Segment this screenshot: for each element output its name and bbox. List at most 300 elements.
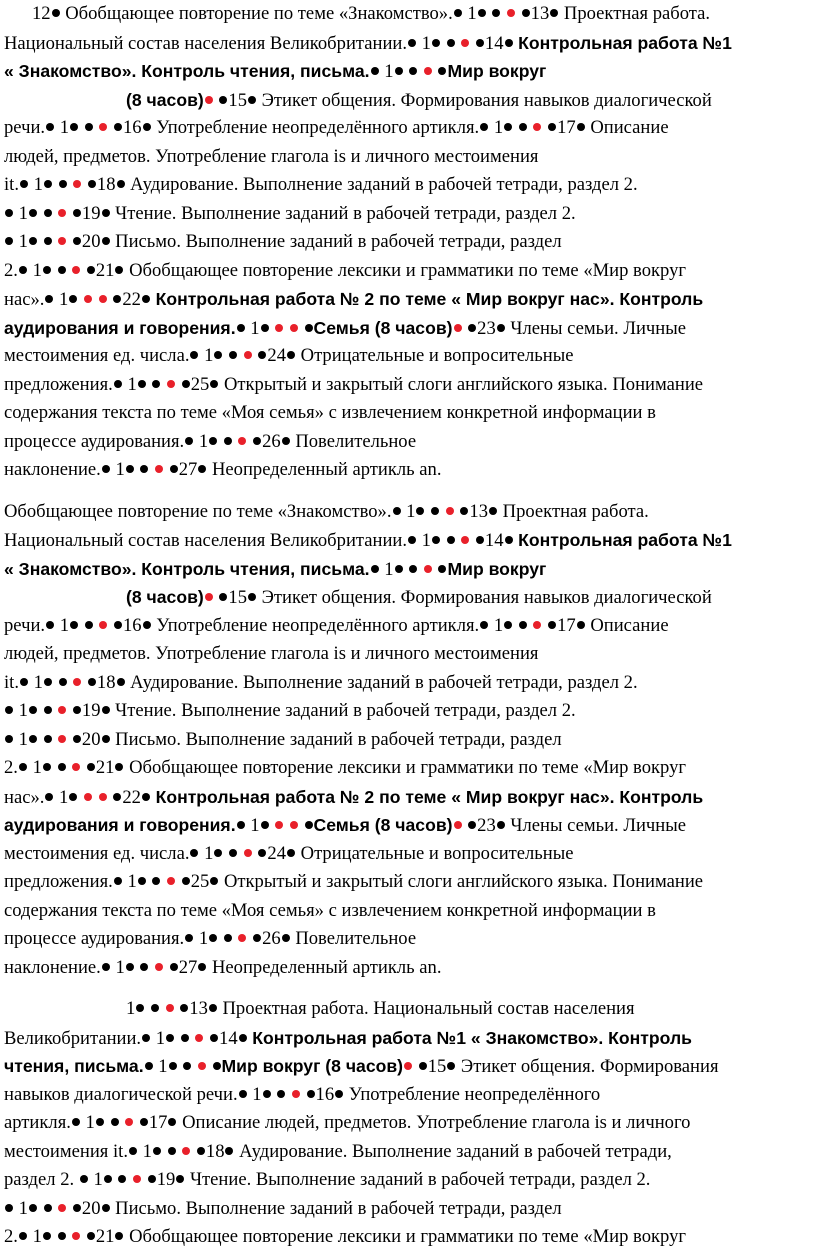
text-run: навыков диалогической речи. [4,1083,238,1105]
text-run [441,33,446,54]
text-run: 25 [190,373,210,395]
text-run [425,501,430,522]
text-block [4,0,810,485]
text-run: людей, предметов. Употребление глагола is и личного местоимения [4,145,539,167]
bullet-dot-icon [114,621,122,629]
bullet-dot-icon [140,1118,148,1126]
bullet-dot-icon [148,1175,156,1183]
text-run: 1 [14,231,28,252]
bullet-dot-icon [447,1062,455,1070]
bullet-dot-icon [44,735,52,743]
text-run: 1 [88,1169,103,1190]
text-run [53,729,58,750]
text-run [127,1169,132,1190]
text-run [418,61,423,82]
bullet-dot-icon [180,1004,188,1012]
bullet-dot-icon [20,678,28,686]
text-run [113,1169,118,1190]
bullet-dot-icon [114,123,122,131]
text-run [413,1056,418,1077]
text-line [4,1166,810,1195]
red-bullet-dot-icon [244,849,252,857]
text-run [270,318,275,339]
text-run: Аудирование. Выполнение заданий в рабочей тетради, раздел 2. [125,174,638,195]
text-line [4,29,810,58]
bold-text-run: аудирования и говорения. [4,815,236,835]
bullet-dot-icon [117,678,125,686]
bullet-dot-icon [102,735,110,743]
bullet-dot-icon [253,437,261,445]
text-run: 1 [27,757,42,778]
red-bullet-dot-icon [167,877,175,885]
bullet-dot-icon [504,621,512,629]
text-run [81,757,86,778]
text-run [404,61,409,82]
text-run [223,345,228,366]
text-run: 12 [32,3,51,24]
text-line [4,228,810,257]
bullet-dot-icon [29,1204,37,1212]
bullet-dot-icon [59,180,67,188]
bullet-dot-icon [504,123,512,131]
text-run [53,672,58,693]
text-run [233,928,238,949]
text-run: 1 [80,1112,95,1133]
text-run: Великобритании. [4,1027,142,1049]
text-run [78,289,83,310]
text-run: 1 [379,558,394,580]
red-bullet-dot-icon [58,237,66,245]
bullet-dot-icon [102,237,110,245]
bullet-dot-icon [73,209,81,217]
bullet-dot-icon [115,1232,123,1240]
text-line [4,342,810,371]
bullet-dot-icon [505,39,513,47]
text-run: 1 [247,1083,262,1105]
text-run: Описание [585,117,669,138]
bold-text-run: (8 часов) [126,89,204,110]
text-run [218,928,223,949]
text-run [299,318,304,339]
text-run [67,260,72,281]
bullet-dot-icon [169,1062,177,1070]
bullet-dot-icon [460,507,468,515]
text-run [233,431,238,452]
text-run: артикля. [4,1112,71,1133]
text-run: 1 [14,202,28,224]
bullet-dot-icon [497,324,505,332]
red-bullet-dot-icon [454,324,462,332]
bold-text-run: Контрольная работа №1 [518,530,732,550]
text-run: 1 [28,174,43,195]
text-run: 17 [557,614,576,636]
text-run: предложения. [4,373,113,395]
text-run [38,700,43,721]
text-line [4,371,810,400]
bullet-dot-icon [19,763,27,771]
bullet-dot-icon [210,1034,218,1042]
bullet-dot-icon [142,295,150,303]
bullet-dot-icon [277,1090,285,1098]
text-run: 1 [417,32,431,54]
text-run: местоимения ед. числа. [4,842,190,864]
text-run: Национальный состав населения Великобритании. [4,530,407,551]
bold-text-run: аудирования и говорения. [4,317,236,338]
bullet-dot-icon [69,793,77,801]
bullet-dot-icon [253,934,261,942]
bullet-dot-icon [210,877,218,885]
text-run: 1 [14,1197,28,1219]
red-bullet-dot-icon [461,536,469,544]
bullet-dot-icon [88,678,96,686]
text-run [247,928,252,949]
text-run: 1 [194,430,209,452]
text-run: 19 [81,700,101,721]
bullet-dot-icon [44,1204,52,1212]
red-bullet-dot-icon [195,1034,203,1042]
text-run: раздел 2. [4,1169,79,1190]
text-run [433,559,438,580]
text-line [4,257,810,286]
bullet-dot-icon [140,465,148,473]
text-run [418,559,423,580]
paragraph-spacer [4,485,810,498]
text-run [38,203,43,224]
text-line [4,669,810,698]
text-run: 19 [156,1169,176,1190]
text-run [284,815,289,836]
text-run [175,998,180,1019]
text-run [301,1084,306,1105]
text-run: речи. [4,614,46,636]
bullet-dot-icon [43,266,51,274]
text-run: 1 [379,61,394,82]
text-run: Проектная работа. [498,500,649,522]
bullet-dot-icon [219,593,227,601]
text-run [135,459,140,480]
red-bullet-dot-icon [182,1147,190,1155]
text-run: местоимения it. [4,1140,128,1162]
text-run [272,1084,277,1105]
bullet-dot-icon [550,9,558,17]
bullet-dot-icon [70,123,78,131]
text-line [4,1138,810,1167]
bullet-dot-icon [102,706,110,714]
bold-text-run: Контрольная работа №1 [518,32,732,53]
red-bullet-dot-icon [133,1175,141,1183]
text-run [192,1056,197,1077]
text-line [4,583,810,612]
bullet-dot-icon [96,1118,104,1126]
red-bullet-dot-icon [424,565,432,573]
bullet-dot-icon [70,621,78,629]
bullet-dot-icon [305,324,313,332]
text-run: предложения. [4,871,113,892]
text-run: 1 [110,956,125,978]
text-run [218,431,223,452]
text-line [4,783,810,812]
bullet-dot-icon [153,1147,161,1155]
text-run: 1 [153,1056,168,1077]
text-run: 1 [417,530,431,551]
bullet-dot-icon [29,706,37,714]
text-run: людей, предметов. Употребление глагола is и личного местоимения [4,643,539,664]
text-run: Чтение. Выполнение заданий в рабочей тетради, раздел 2. [110,700,576,721]
text-run: 1 [110,459,125,480]
bullet-dot-icon [213,1062,221,1070]
text-run [108,289,113,310]
bullet-dot-icon [287,351,295,359]
text-run: 1 [245,317,260,339]
text-run [120,1112,125,1133]
bullet-dot-icon [87,763,95,771]
text-run: Описание [585,614,669,636]
bullet-dot-icon [88,180,96,188]
text-run [94,117,99,138]
text-block [4,995,810,1252]
text-run: 17 [557,117,576,138]
text-run: наклонение. [4,459,101,480]
text-run [528,117,533,138]
bullet-dot-icon [307,1090,315,1098]
text-line [4,925,810,954]
text-line [4,314,810,343]
bullet-dot-icon [229,351,237,359]
red-bullet-dot-icon [72,763,80,771]
text-line [4,0,810,29]
red-bullet-dot-icon [446,507,454,515]
bullet-dot-icon [548,621,556,629]
text-run: 26 [262,430,281,452]
text-run [108,615,113,636]
text-run: 22 [122,786,141,808]
bullet-dot-icon [114,877,122,885]
text-run: 15 [228,89,247,111]
text-line [4,285,810,314]
text-run [513,117,518,138]
red-bullet-dot-icon [424,67,432,75]
text-line [4,1109,810,1138]
text-run [53,1198,58,1219]
bullet-dot-icon [69,295,77,303]
text-run [93,289,98,310]
bold-text-run: Мир вокруг [447,558,547,579]
text-run: Аудирование. Выполнение заданий в рабочей тетради, [234,1140,672,1162]
bullet-dot-icon [190,849,198,857]
bullet-dot-icon [143,621,151,629]
red-bullet-dot-icon [99,295,107,303]
bullet-dot-icon [438,565,446,573]
bullet-dot-icon [29,209,37,217]
text-run [513,615,518,636]
text-run [79,615,84,636]
text-run: Проектная работа. Национальный состав населения [217,998,635,1019]
text-run [149,459,154,480]
text-run: Письмо. Выполнение заданий в рабочей тетради, раздел [110,728,562,750]
bullet-dot-icon [408,536,416,544]
text-run: 21 [95,1226,115,1247]
text-run: местоимения ед. числа. [4,345,190,366]
text-run [284,318,289,339]
bullet-dot-icon [468,821,476,829]
text-run [82,174,87,195]
text-line [4,1052,810,1081]
bullet-dot-icon [80,1175,88,1183]
bullet-dot-icon [198,465,206,473]
text-run [238,843,243,864]
bullet-dot-icon [46,123,54,131]
text-line [4,697,810,726]
text-run: Повелительное [290,430,417,452]
text-run: 23 [477,317,496,339]
text-run: 14 [219,1027,238,1049]
red-bullet-dot-icon [275,324,283,332]
text-run: 1 [489,614,504,636]
text-run [78,787,83,808]
bullet-dot-icon [432,39,440,47]
bullet-dot-icon [140,963,148,971]
text-line [4,1195,810,1224]
bullet-dot-icon [117,180,125,188]
text-run [52,1226,57,1247]
text-line [4,754,810,783]
text-run [214,90,219,111]
text-line [4,1081,810,1110]
text-run [161,374,166,395]
text-run: 1 [151,1027,166,1049]
bullet-dot-icon [182,877,190,885]
text-run: 1 [54,289,69,310]
bullet-dot-icon [73,706,81,714]
red-bullet-dot-icon [84,793,92,801]
text-run [463,815,468,836]
text-run: Неопределенный артикль an. [207,956,442,978]
bullet-dot-icon [476,536,484,544]
bullet-dot-icon [138,380,146,388]
text-run [487,3,492,24]
bullet-dot-icon [44,706,52,714]
text-run [161,871,166,892]
bullet-dot-icon [104,1175,112,1183]
bullet-dot-icon [170,465,178,473]
bullet-dot-icon [225,1147,233,1155]
bullet-dot-icon [476,39,484,47]
text-run [204,1028,209,1049]
text-run: Неопределенный артикль an. [207,459,442,480]
text-run [68,174,73,195]
bold-text-run: « Знакомство». Контроль чтения, письма. [4,61,370,81]
text-run [247,431,252,452]
text-run: наклонение. [4,956,101,978]
text-run [67,757,72,778]
text-run: Употребление неопределённого артикля. [151,614,480,636]
text-run: 20 [81,1197,101,1219]
bullet-dot-icon [19,266,27,274]
bullet-dot-icon [454,9,462,17]
text-run: Отрицательные и вопросительные [296,842,574,864]
bullet-dot-icon [58,1232,66,1240]
bullet-dot-icon [102,963,110,971]
text-run: 18 [96,671,116,693]
bullet-dot-icon [287,849,295,857]
text-line [4,1223,810,1252]
bullet-dot-icon [248,593,256,601]
text-run [105,1112,110,1133]
text-run [238,345,243,366]
text-run: 13 [189,998,208,1019]
bullet-dot-icon [224,934,232,942]
bullet-dot-icon [214,351,222,359]
bullet-dot-icon [102,1204,110,1212]
text-line [4,995,810,1024]
bullet-dot-icon [447,39,455,47]
text-run: it. [4,174,19,195]
bullet-dot-icon [393,507,401,515]
text-line [4,114,810,143]
text-run: 1 [194,928,209,949]
text-run [149,957,154,978]
text-line [4,456,810,485]
bullet-dot-icon [239,1034,247,1042]
text-run [191,1141,196,1162]
text-run: Обобщающее повторение по теме «Знакомство». [4,500,392,522]
text-run [67,729,72,750]
text-run [528,615,533,636]
bullet-dot-icon [209,934,217,942]
text-line [4,171,810,200]
text-run [456,530,461,551]
text-run [67,1226,72,1247]
bullet-dot-icon [432,536,440,544]
text-line [4,200,810,229]
text-run: Чтение. Выполнение заданий в рабочей тетради, раздел 2. [110,202,576,224]
bullet-dot-icon [229,849,237,857]
bullet-dot-icon [198,963,206,971]
text-run: содержания текста по теме «Моя семья» с извлечением конкретной информации в [4,402,656,423]
text-run [207,1056,212,1077]
text-run: 2. [4,259,18,281]
text-run: 17 [148,1112,168,1133]
text-line [4,498,810,527]
text-run [145,998,150,1019]
text-run: 1 [27,259,42,281]
bullet-dot-icon [416,507,424,515]
red-bullet-dot-icon [290,821,298,829]
text-line [4,1024,810,1053]
bullet-dot-icon [114,380,122,388]
text-run [501,3,506,24]
text-line [4,428,810,457]
bullet-dot-icon [371,67,379,75]
red-bullet-dot-icon [73,180,81,188]
text-run [162,1141,167,1162]
bullet-dot-icon [395,67,403,75]
text-run [94,615,99,636]
bullet-dot-icon [5,735,13,743]
bullet-dot-icon [85,123,93,131]
text-run: 26 [262,928,281,949]
bold-text-run: Контрольная работа № 2 по теме « Мир вокруг нас». Контроль [155,786,704,807]
bullet-dot-icon [176,1175,184,1183]
text-line [4,897,810,926]
red-bullet-dot-icon [167,380,175,388]
bold-text-run: Мир вокруг (8 часов) [221,1056,404,1076]
red-bullet-dot-icon [72,1232,80,1240]
text-run: Описание людей, предметов. Употребление глагола is и личного [177,1112,691,1133]
text-run: процессе аудирования. [4,928,185,949]
bullet-dot-icon [170,963,178,971]
text-run [38,1198,43,1219]
